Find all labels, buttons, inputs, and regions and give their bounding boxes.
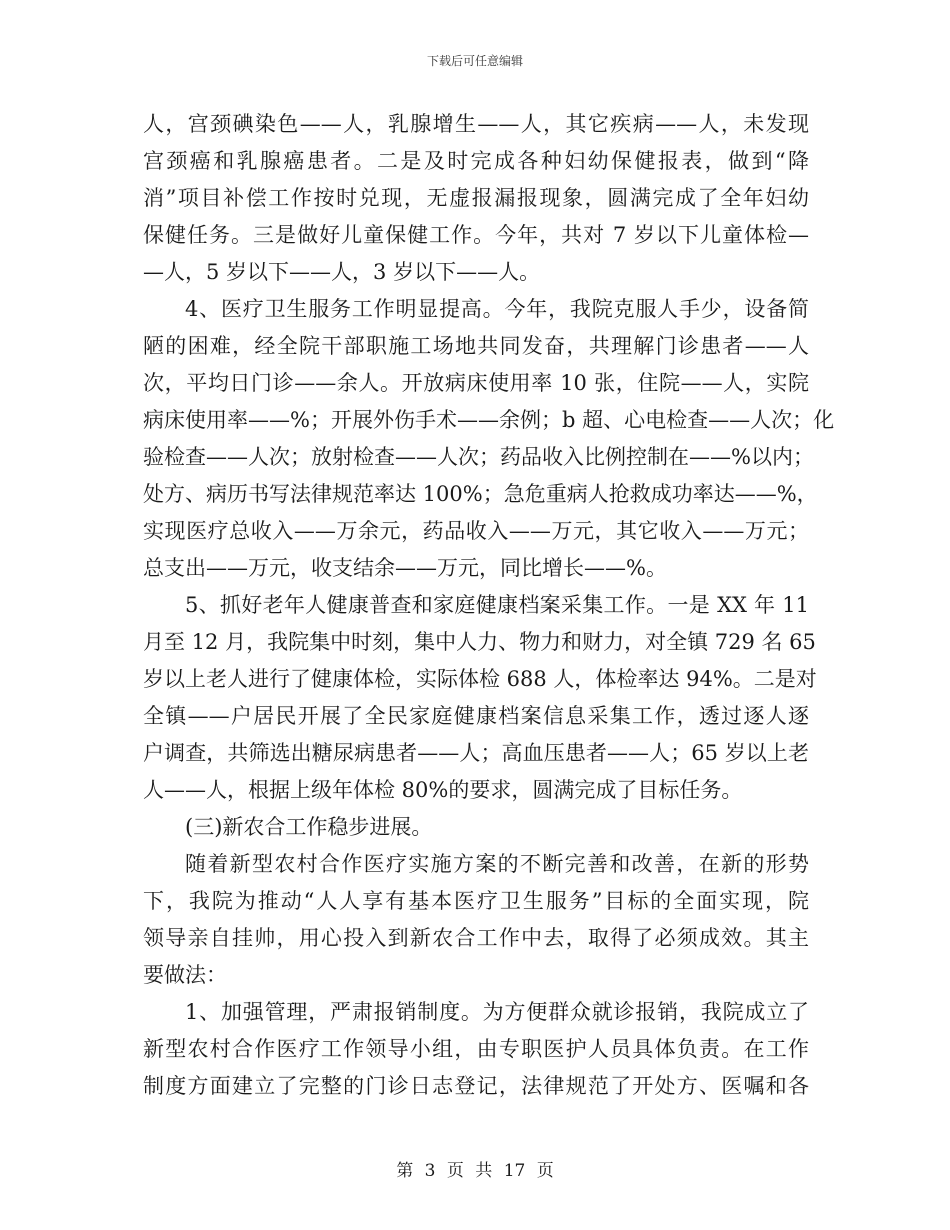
text-line: 保健任务。三是做好儿童保健工作。今年，共对 7 岁以下儿童体检— [143,223,809,247]
text-line: 验检查——人次；放射检查——人次；药品收入比例控制在——%以内； [143,445,814,469]
document-body [143,106,835,1105]
text-line: 要做法： [143,963,227,987]
text-line: 陋的困难，经全院干部职施工场地共同发奋，共理解门诊患者——人 [143,334,809,358]
text-line: 实现医疗总收入——万余元，药品收入——万元，其它收入——万元； [143,519,809,543]
text-line: 月至 12 月，我院集中时刻，集中人力、物力和财力，对全镇 729 名 65 [143,630,816,654]
text-line: 人——人，根据上级年体检 80%的要求，圆满完成了目标任务。 [143,778,743,802]
text-line: 病床使用率——%；开展外伤手术——余例；b 超、心电检查——人次；化 [143,408,835,432]
text-line: 4、医疗卫生服务工作明显提高。今年，我院克服人手少，设备简 [185,297,809,321]
text-line: 岁以上老人进行了健康体检，实际体检 688 人，体检率达 94%。二是对 [143,667,817,691]
text-line: 5、抓好老年人健康普查和家庭健康档案采集工作。一是 XX 年 11 [185,593,809,617]
text-line: 次，平均日门诊——余人。开放病床使用率 10 张，住院——人，实院 [143,371,809,395]
text-line: 随着新型农村合作医疗实施方案的不断完善和改善，在新的形势 [185,852,809,876]
text-line: 宫颈癌和乳腺癌患者。二是及时完成各种妇幼保健报表，做到“降 [143,149,809,173]
text-line: 全镇——户居民开展了全民家庭健康档案信息采集工作，透过逐人逐 [143,704,809,728]
text-line: 人，宫颈碘染色——人，乳腺增生——人，其它疾病——人，未发现 [143,112,809,136]
text-line: 下，我院为推动“人人享有基本医疗卫生服务”目标的全面实现，院 [143,889,809,913]
text-line: 消”项目补偿工作按时兑现，无虚报漏报现象，圆满完成了全年妇幼 [143,186,809,210]
text-line: 总支出——万元，收支结余——万元，同比增长——%。 [143,556,667,580]
text-line: 1、加强管理，严肃报销制度。为方便群众就诊报销，我院成立了 [185,1000,809,1024]
text-line: 制度方面建立了完整的门诊日志登记，法律规范了开处方、医嘱和各 [143,1074,809,1098]
text-line: 户调查，共筛选出糖尿病患者——人；高血压患者——人；65 岁以上老 [143,741,809,765]
page-header: 下载后可任意编辑 [426,54,523,68]
text-line: (三)新农合工作稳步进展。 [185,815,433,839]
text-line: —人，5 岁以下——人，3 岁以下——人。 [143,260,541,284]
text-line: 领导亲自挂帅，用心投入到新农合工作中去，取得了必须成效。其主 [143,926,809,950]
page-footer: 第 3 页 共 17 页 [396,1161,554,1181]
text-line: 处方、病历书写法律规范率达 100%；急危重病人抢救成功率达——%， [143,482,818,506]
text-line: 新型农村合作医疗工作领导小组，由专职医护人员具体负责。在工作 [143,1037,809,1061]
